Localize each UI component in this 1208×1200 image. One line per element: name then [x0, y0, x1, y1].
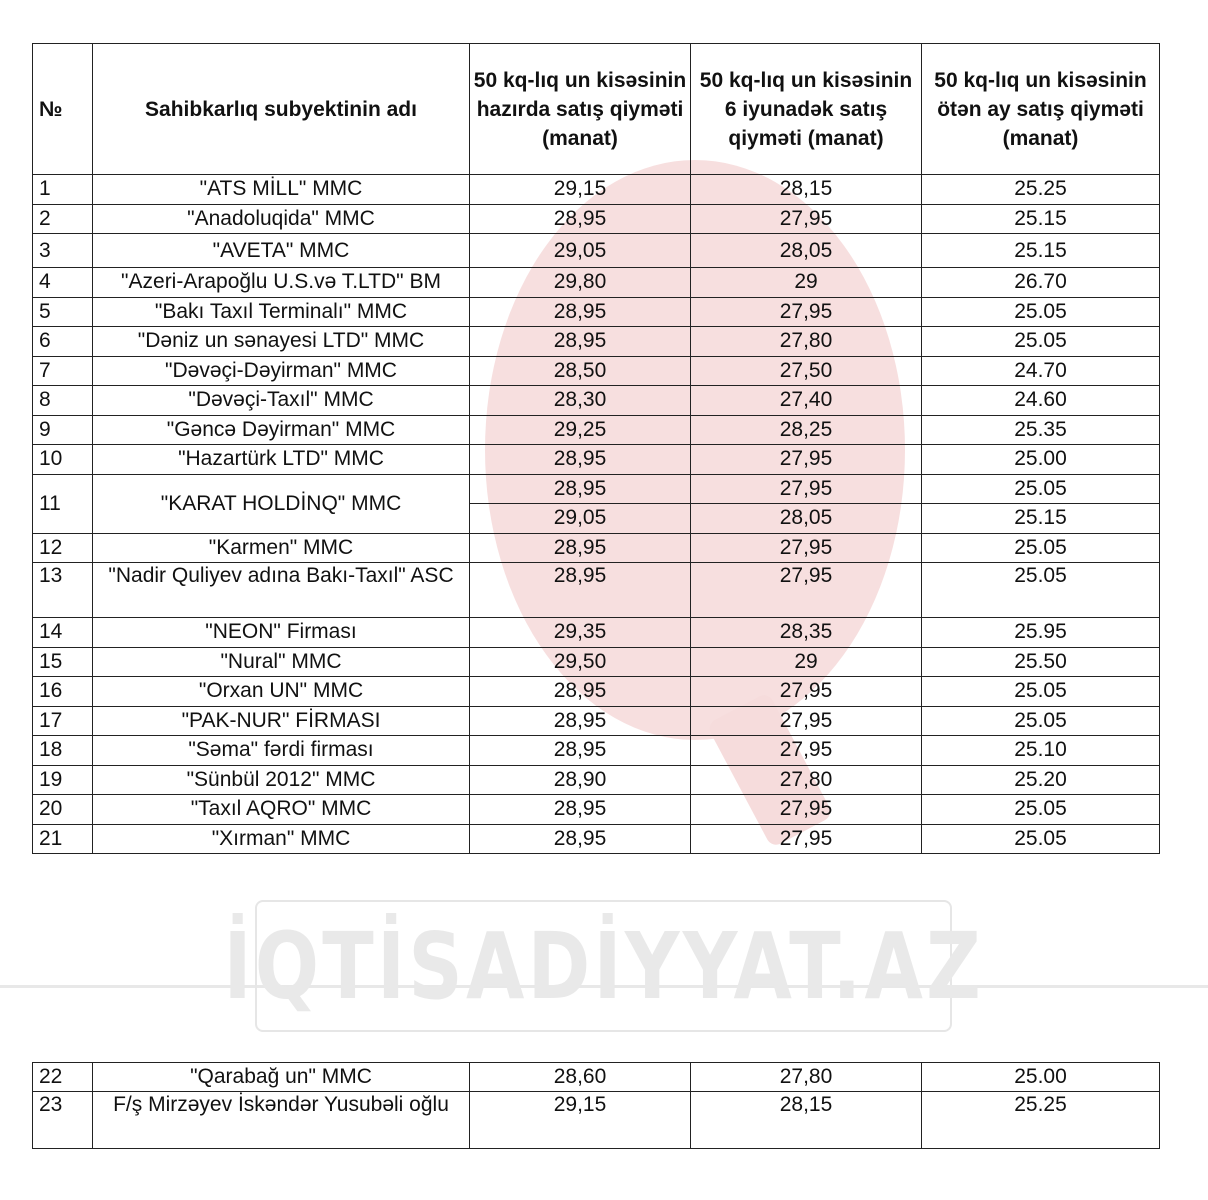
table-row	[33, 563, 1160, 618]
row-last-month-price: 25.05	[922, 474, 1160, 504]
row-no: 11	[33, 474, 93, 533]
table-row	[33, 386, 1160, 416]
row-last-month-price: 25.00	[922, 445, 1160, 475]
row-no: 1	[33, 175, 93, 205]
table-row	[33, 415, 1160, 445]
row-current-price: 28,95	[470, 204, 691, 234]
row-name: F/ş Mirzəyev İskəndər Yusubəli oğlu	[93, 1092, 470, 1149]
table-row	[33, 736, 1160, 766]
table-row	[33, 677, 1160, 707]
row-name: "PAK-NUR" FİRMASI	[93, 706, 470, 736]
row-name: "Sünbül 2012" MMC	[93, 765, 470, 795]
row-last-month-price: 25.05	[922, 824, 1160, 854]
table-row	[33, 1063, 1160, 1092]
table-row	[33, 533, 1160, 563]
price-table	[32, 43, 1160, 854]
header-last-month-price: 50 kq-lıq un kisəsinin ötən ay satış qiyməti (manat)	[922, 44, 1160, 175]
row-june-price: 27,95	[691, 795, 922, 825]
row-current-price: 29,15	[470, 175, 691, 205]
row-no: 14	[33, 618, 93, 648]
row-current-price: 28,95	[470, 795, 691, 825]
row-june-price: 28,25	[691, 415, 922, 445]
row-june-price: 28,15	[691, 175, 922, 205]
row-no: 6	[33, 327, 93, 357]
row-no: 15	[33, 647, 93, 677]
row-june-price: 27,95	[691, 563, 922, 618]
table-row	[33, 1092, 1160, 1149]
header-current-price: 50 kq-lıq un kisəsinin hazırda satış qiyməti (manat)	[470, 44, 691, 175]
row-name: "Dəvəçi-Dəyirman" MMC	[93, 356, 470, 386]
row-june-price: 29	[691, 268, 922, 298]
row-current-price: 28,95	[470, 474, 691, 504]
row-last-month-price: 25.15	[922, 204, 1160, 234]
row-name: "Gəncə Dəyirman" MMC	[93, 415, 470, 445]
row-last-month-price: 25.00	[922, 1063, 1160, 1092]
row-last-month-price: 25.05	[922, 533, 1160, 563]
table-row	[33, 618, 1160, 648]
row-june-price: 28,05	[691, 234, 922, 268]
table-row	[33, 268, 1160, 298]
header-name: Sahibkarlıq subyektinin adı	[93, 44, 470, 175]
row-name: "NEON" Firması	[93, 618, 470, 648]
row-name: "Anadoluqida" MMC	[93, 204, 470, 234]
table-row	[33, 795, 1160, 825]
row-no: 18	[33, 736, 93, 766]
row-last-month-price: 25.95	[922, 618, 1160, 648]
row-june-price: 29	[691, 647, 922, 677]
row-last-month-price: 25.05	[922, 297, 1160, 327]
row-no: 10	[33, 445, 93, 475]
row-no: 16	[33, 677, 93, 707]
row-current-price: 28,50	[470, 356, 691, 386]
row-current-price: 29,50	[470, 647, 691, 677]
row-june-price: 27,50	[691, 356, 922, 386]
row-last-month-price: 25.15	[922, 234, 1160, 268]
table-row	[33, 824, 1160, 854]
table-row	[33, 204, 1160, 234]
row-last-month-price: 25.25	[922, 175, 1160, 205]
table-row	[33, 234, 1160, 268]
row-current-price: 28,95	[470, 706, 691, 736]
row-current-price: 28,95	[470, 563, 691, 618]
row-current-price: 28,95	[470, 824, 691, 854]
row-name: "AVETA" MMC	[93, 234, 470, 268]
row-june-price: 27,95	[691, 824, 922, 854]
row-name: "Bakı Taxıl Terminalı" MMC	[93, 297, 470, 327]
row-no: 5	[33, 297, 93, 327]
row-june-price: 27,95	[691, 533, 922, 563]
row-current-price: 29,05	[470, 504, 691, 534]
row-last-month-price: 25.20	[922, 765, 1160, 795]
row-name: "Xırman" MMC	[93, 824, 470, 854]
table-row	[33, 647, 1160, 677]
row-last-month-price: 26.70	[922, 268, 1160, 298]
row-last-month-price: 24.70	[922, 356, 1160, 386]
row-no: 4	[33, 268, 93, 298]
row-last-month-price: 25.05	[922, 706, 1160, 736]
watermark-box	[223, 900, 984, 1032]
row-current-price: 28,95	[470, 677, 691, 707]
row-june-price: 27,80	[691, 327, 922, 357]
row-no: 22	[33, 1063, 93, 1092]
row-last-month-price: 25.05	[922, 795, 1160, 825]
row-current-price: 28,90	[470, 765, 691, 795]
row-name: "Qarabağ un" MMC	[93, 1063, 470, 1092]
row-no: 19	[33, 765, 93, 795]
row-last-month-price: 25.25	[922, 1092, 1160, 1149]
row-last-month-price: 25.50	[922, 647, 1160, 677]
row-no: 17	[33, 706, 93, 736]
table-row	[33, 356, 1160, 386]
row-no: 13	[33, 563, 93, 618]
row-current-price: 28,95	[470, 327, 691, 357]
row-no: 8	[33, 386, 93, 416]
row-june-price: 27,80	[691, 1063, 922, 1092]
row-no: 23	[33, 1092, 93, 1149]
table-row	[33, 765, 1160, 795]
row-june-price: 27,95	[691, 297, 922, 327]
row-name: "Azeri-Arapoğlu U.S.və T.LTD" BM	[93, 268, 470, 298]
row-no: 20	[33, 795, 93, 825]
row-no: 2	[33, 204, 93, 234]
row-current-price: 28,95	[470, 297, 691, 327]
row-last-month-price: 25.15	[922, 504, 1160, 534]
table-row	[33, 474, 1160, 504]
row-name: "KARAT HOLDİNQ" MMC	[93, 474, 470, 533]
row-name: "Dəvəçi-Taxıl" MMC	[93, 386, 470, 416]
row-june-price: 27,95	[691, 204, 922, 234]
row-no: 21	[33, 824, 93, 854]
row-name: "Taxıl AQRO" MMC	[93, 795, 470, 825]
row-current-price: 28,30	[470, 386, 691, 416]
row-name: "ATS MİLL" MMC	[93, 175, 470, 205]
row-last-month-price: 24.60	[922, 386, 1160, 416]
row-june-price: 28,15	[691, 1092, 922, 1149]
row-no: 12	[33, 533, 93, 563]
row-last-month-price: 25.05	[922, 563, 1160, 618]
row-name: "Orxan UN" MMC	[93, 677, 470, 707]
row-no: 3	[33, 234, 93, 268]
row-current-price: 29,25	[470, 415, 691, 445]
row-last-month-price: 25.35	[922, 415, 1160, 445]
row-june-price: 28,35	[691, 618, 922, 648]
row-no: 7	[33, 356, 93, 386]
row-name: "Dəniz un sənayesi LTD" MMC	[93, 327, 470, 357]
table-row	[33, 445, 1160, 475]
watermark-text: İQTİSADİYYAT.AZ	[223, 912, 984, 1020]
row-current-price: 29,35	[470, 618, 691, 648]
row-name: "Karmen" MMC	[93, 533, 470, 563]
table-row	[33, 327, 1160, 357]
row-name: "Hazartürk LTD" MMC	[93, 445, 470, 475]
row-last-month-price: 25.05	[922, 677, 1160, 707]
row-current-price: 28,95	[470, 533, 691, 563]
row-june-price: 27,80	[691, 765, 922, 795]
row-june-price: 27,95	[691, 677, 922, 707]
table-header-row	[33, 44, 1160, 175]
row-name: "Nadir Quliyev adına Bakı-Taxıl" ASC	[93, 563, 470, 618]
row-june-price: 27,95	[691, 706, 922, 736]
row-last-month-price: 25.05	[922, 327, 1160, 357]
row-current-price: 29,80	[470, 268, 691, 298]
row-current-price: 28,95	[470, 736, 691, 766]
row-june-price: 28,05	[691, 504, 922, 534]
table-row	[33, 706, 1160, 736]
row-june-price: 27,95	[691, 445, 922, 475]
row-current-price: 29,15	[470, 1092, 691, 1149]
row-name: "Səma" fərdi firması	[93, 736, 470, 766]
row-june-price: 27,95	[691, 736, 922, 766]
row-no: 9	[33, 415, 93, 445]
row-name: "Nural" MMC	[93, 647, 470, 677]
row-current-price: 28,60	[470, 1063, 691, 1092]
table-row	[33, 175, 1160, 205]
row-june-price: 27,95	[691, 474, 922, 504]
row-current-price: 29,05	[470, 234, 691, 268]
row-june-price: 27,40	[691, 386, 922, 416]
header-june-price: 50 kq-lıq un kisəsinin 6 iyunadək satış qiyməti (manat)	[691, 44, 922, 175]
row-current-price: 28,95	[470, 445, 691, 475]
price-table-continued	[32, 1062, 1160, 1149]
table-row	[33, 297, 1160, 327]
row-last-month-price: 25.10	[922, 736, 1160, 766]
header-no: №	[33, 44, 93, 175]
